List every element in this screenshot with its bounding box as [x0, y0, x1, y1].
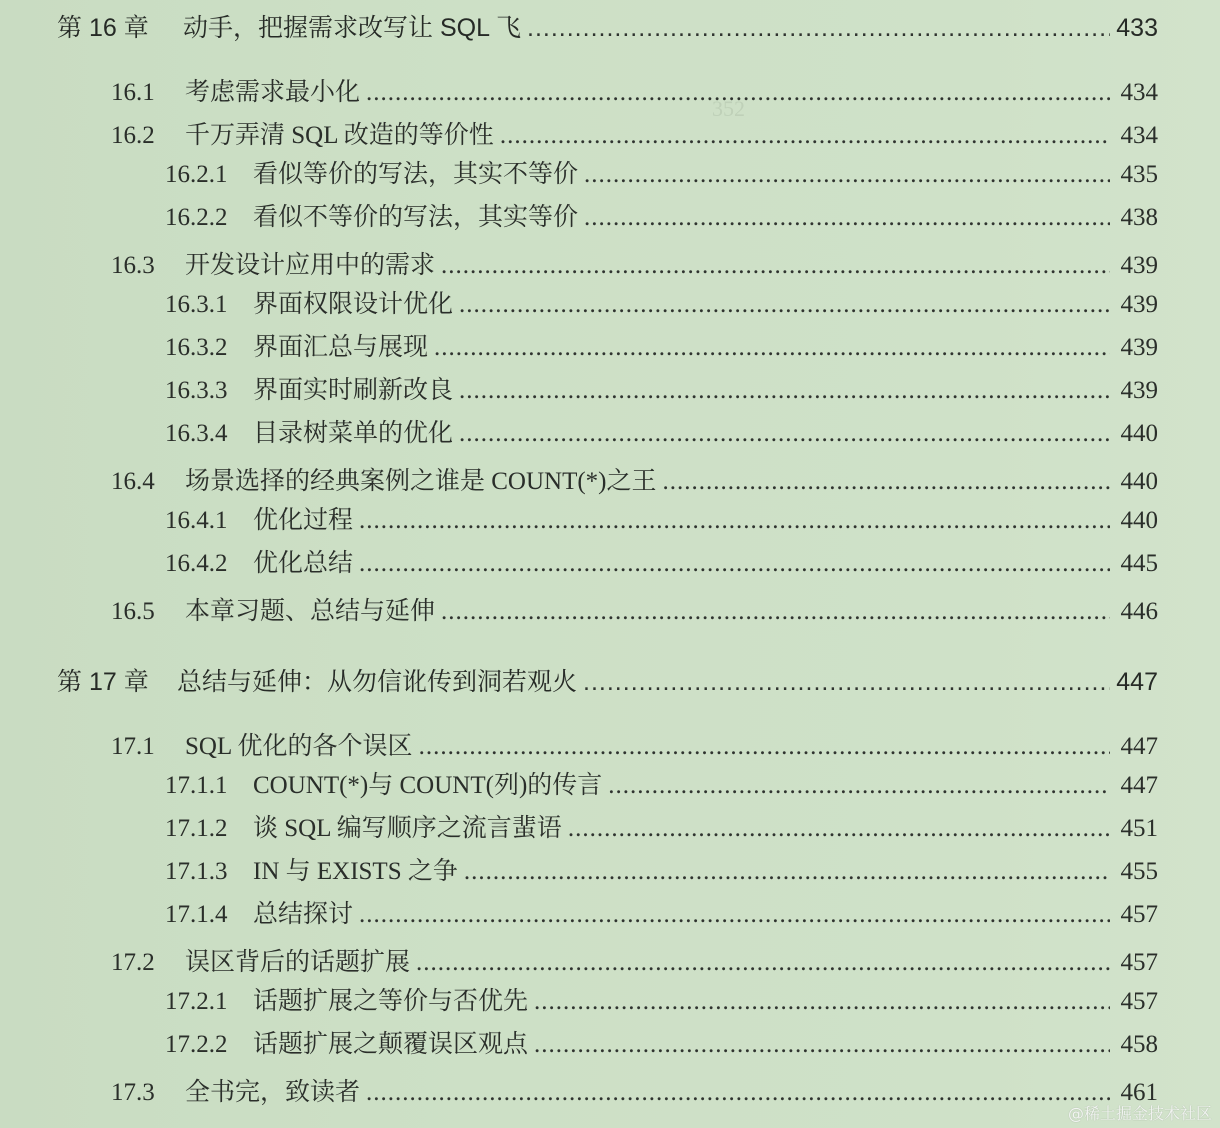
dot-leader	[663, 468, 1110, 496]
section-number: 16.3.4	[165, 420, 228, 447]
page-number: 439	[1120, 291, 1158, 318]
page-number: 446	[1120, 598, 1158, 625]
section-number: 16.3.3	[165, 377, 228, 404]
page-number: 457	[1120, 901, 1158, 928]
page-number: 433	[1116, 14, 1158, 42]
toc-entry[interactable]	[165, 851, 1158, 887]
section-title: IN 与 EXISTS 之争	[253, 858, 458, 885]
section-title: 话题扩展之颠覆误区观点	[253, 1031, 529, 1058]
section-number: 17.1.2	[165, 815, 228, 842]
page-number: 438	[1120, 204, 1158, 231]
toc-entry[interactable]	[165, 197, 1158, 233]
section-title: 总结探讨	[253, 901, 354, 928]
section-number: 16.3	[111, 252, 155, 279]
section-title: COUNT(*)与 COUNT(列)的传言	[253, 772, 603, 799]
page-number: 447	[1120, 733, 1158, 760]
dot-leader	[359, 550, 1110, 578]
page-number: 440	[1120, 420, 1158, 447]
dot-leader	[584, 161, 1110, 189]
section-number: 16.4.1	[165, 507, 228, 534]
section-title: 话题扩展之等价与否优先	[253, 988, 529, 1015]
chapter-title: 动手，把握需求改写让 SQL 飞	[183, 14, 521, 42]
page-number: 439	[1120, 334, 1158, 361]
section-number: 17.2.2	[165, 1031, 228, 1058]
section-title: 全书完，致读者	[185, 1079, 361, 1106]
section-number: 16.2.2	[165, 204, 228, 231]
section-number: 16.4.2	[165, 550, 228, 577]
section-title: 开发设计应用中的需求	[185, 252, 436, 279]
section-number: 16.3.1	[165, 291, 228, 318]
section-title: 场景选择的经典案例之谁是 COUNT(*)之王	[185, 468, 657, 495]
section-number: 16.5	[111, 598, 155, 625]
section-number: 16.3.2	[165, 334, 228, 361]
page-number: 457	[1120, 949, 1158, 976]
page-number: 457	[1120, 988, 1158, 1015]
page-number: 461	[1120, 1079, 1158, 1106]
dot-leader	[359, 507, 1110, 535]
dot-leader	[459, 377, 1110, 405]
toc-entry[interactable]	[165, 327, 1158, 363]
toc-entry[interactable]	[165, 543, 1158, 579]
page-number: 447	[1120, 772, 1158, 799]
section-title: 看似等价的写法，其实不等价	[253, 161, 579, 188]
toc-chapter-17[interactable]	[57, 662, 1158, 698]
dot-leader	[459, 420, 1110, 448]
section-title: 目录树菜单的优化	[253, 420, 454, 447]
section-number: 17.1	[111, 733, 155, 760]
toc-entry[interactable]	[165, 284, 1158, 320]
page-number: 451	[1120, 815, 1158, 842]
page-number: 440	[1120, 468, 1158, 495]
dot-leader	[608, 772, 1110, 800]
section-number: 16.2.1	[165, 161, 228, 188]
toc-entry[interactable]	[111, 942, 1158, 978]
toc-entry[interactable]	[111, 1072, 1158, 1108]
toc-entry[interactable]	[111, 726, 1158, 762]
dot-leader	[500, 122, 1110, 150]
section-title: 本章习题、总结与延伸	[185, 598, 436, 625]
dot-leader	[583, 668, 1110, 697]
chapter-title: 总结与延伸：从勿信讹传到洞若观火	[177, 668, 578, 696]
page-number: 447	[1116, 668, 1158, 696]
dot-leader	[366, 79, 1110, 107]
section-number: 16.2	[111, 122, 155, 149]
dot-leader	[527, 14, 1110, 43]
toc-entry[interactable]	[165, 500, 1158, 536]
section-title: 界面权限设计优化	[253, 291, 454, 318]
toc-entry[interactable]	[165, 894, 1158, 930]
section-title: 优化总结	[253, 550, 354, 577]
toc-chapter-16[interactable]	[57, 8, 1158, 44]
section-title: 谈 SQL 编写顺序之流言蜚语	[253, 815, 562, 842]
toc-entry[interactable]	[165, 370, 1158, 406]
section-number: 16.1	[111, 79, 155, 106]
section-number: 17.1.3	[165, 858, 228, 885]
section-title: 界面汇总与展现	[253, 334, 429, 361]
page-number: 434	[1120, 79, 1158, 106]
dot-leader	[416, 949, 1110, 977]
dot-leader	[441, 252, 1110, 280]
section-number: 17.1.1	[165, 772, 228, 799]
dot-leader	[359, 901, 1110, 929]
page-number: 445	[1120, 550, 1158, 577]
page-number: 434	[1120, 122, 1158, 149]
watermark: @稀土掘金技术社区	[1067, 1104, 1212, 1123]
toc-entry[interactable]	[111, 115, 1158, 151]
section-number: 17.3	[111, 1079, 155, 1106]
section-number: 17.2.1	[165, 988, 228, 1015]
toc-entry[interactable]	[111, 461, 1158, 497]
section-title: 误区背后的话题扩展	[185, 949, 411, 976]
page-number: 439	[1120, 377, 1158, 404]
page-number: 455	[1120, 858, 1158, 885]
page-number: 439	[1120, 252, 1158, 279]
dot-leader	[419, 733, 1110, 761]
bleed-through-text: 352	[712, 96, 745, 121]
dot-leader	[568, 815, 1110, 843]
dot-leader	[584, 204, 1110, 232]
dot-leader	[441, 598, 1110, 626]
section-title: 界面实时刷新改良	[253, 377, 454, 404]
dot-leader	[464, 858, 1110, 886]
dot-leader	[459, 291, 1110, 319]
toc-entry[interactable]	[165, 765, 1158, 801]
toc-entry[interactable]	[165, 808, 1158, 844]
section-title: 考虑需求最小化	[185, 79, 361, 106]
page-number: 458	[1120, 1031, 1158, 1058]
toc-entry[interactable]	[165, 154, 1158, 190]
dot-leader	[534, 1031, 1110, 1059]
dot-leader	[534, 988, 1110, 1016]
chapter-number: 第 16 章	[57, 14, 149, 42]
toc-entry[interactable]	[165, 981, 1158, 1017]
page-number: 435	[1120, 161, 1158, 188]
toc-entry[interactable]	[165, 1024, 1158, 1060]
section-number: 17.2	[111, 949, 155, 976]
toc-entry[interactable]	[111, 72, 1158, 108]
toc-entry[interactable]	[111, 245, 1158, 281]
toc-entry[interactable]	[111, 591, 1158, 627]
toc-entry[interactable]	[165, 413, 1158, 449]
page-number: 440	[1120, 507, 1158, 534]
section-number: 17.1.4	[165, 901, 228, 928]
chapter-number: 第 17 章	[57, 668, 149, 696]
section-title: 看似不等价的写法，其实等价	[253, 204, 579, 231]
section-number: 16.4	[111, 468, 155, 495]
section-title: 千万弄清 SQL 改造的等价性	[185, 122, 494, 149]
section-title: 优化过程	[253, 507, 354, 534]
section-title: SQL 优化的各个误区	[185, 733, 413, 760]
dot-leader	[366, 1079, 1110, 1107]
dot-leader	[434, 334, 1110, 362]
